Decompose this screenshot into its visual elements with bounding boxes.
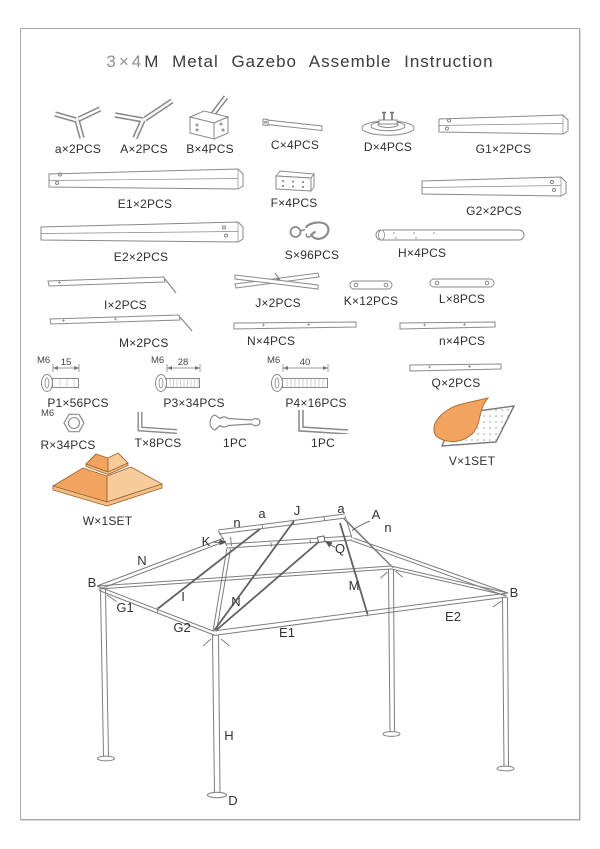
part-G2 bbox=[418, 172, 570, 219]
part-A bbox=[112, 96, 176, 157]
part-P1 bbox=[36, 354, 120, 411]
part-Q bbox=[408, 362, 504, 391]
part-M bbox=[46, 312, 196, 351]
beam-icon bbox=[418, 172, 570, 202]
corner-bracket-icon bbox=[182, 94, 238, 140]
part-C bbox=[260, 114, 330, 153]
y-connector-small-icon bbox=[48, 102, 108, 140]
part-S bbox=[286, 214, 338, 263]
part-label: G1×2PCS bbox=[475, 142, 532, 156]
label-n-rafter: N bbox=[231, 594, 241, 609]
part-label: F×4PCS bbox=[270, 196, 318, 210]
l-key-small-icon bbox=[132, 408, 184, 434]
bolt-spec: M6 bbox=[267, 355, 281, 366]
label-d: D bbox=[228, 793, 238, 808]
part-D bbox=[358, 108, 418, 155]
flat-bar-icon bbox=[408, 362, 504, 374]
label-a-left: a bbox=[258, 506, 266, 521]
part-label: L×8PCS bbox=[438, 292, 486, 306]
hex-key-icon bbox=[294, 406, 352, 434]
tool-label: 1PC bbox=[223, 436, 247, 450]
q-arrow bbox=[326, 542, 336, 548]
q-bracket bbox=[318, 536, 326, 543]
part-T bbox=[132, 408, 184, 451]
part-label: E1×2PCS bbox=[117, 197, 173, 211]
part-R bbox=[40, 406, 96, 453]
label-j: J bbox=[293, 503, 301, 518]
short-rod-icon bbox=[260, 114, 330, 136]
part-label: C×4PCS bbox=[270, 138, 320, 152]
part-label: J×2PCS bbox=[255, 296, 301, 310]
bolt-dim: 40 bbox=[299, 357, 311, 368]
part-P3 bbox=[150, 354, 238, 411]
page-title bbox=[0, 52, 600, 72]
title-size: 3×4 bbox=[106, 52, 145, 71]
part-E1 bbox=[44, 165, 246, 212]
label-h: H bbox=[224, 728, 234, 743]
label-e1: E1 bbox=[279, 625, 295, 640]
wrench-icon bbox=[208, 412, 262, 434]
flat-bar-icon bbox=[398, 320, 498, 332]
cross-bars-icon bbox=[232, 268, 324, 294]
part-label: T×8PCS bbox=[134, 436, 182, 450]
label-n-right: n bbox=[384, 520, 392, 535]
diagram-labels bbox=[88, 501, 519, 808]
part-label: V×1SET bbox=[448, 454, 496, 468]
label-e2: E2 bbox=[445, 609, 461, 624]
beam-icon bbox=[36, 218, 246, 248]
part-label: G2×2PCS bbox=[466, 204, 522, 218]
label-i: I bbox=[181, 589, 185, 604]
plate-icon bbox=[272, 168, 316, 194]
flat-bar-icon bbox=[232, 320, 358, 332]
nut-icon bbox=[40, 406, 96, 436]
label-A: A bbox=[371, 507, 381, 522]
part-label: S×96PCS bbox=[284, 248, 340, 262]
part-P4 bbox=[266, 354, 366, 411]
part-n bbox=[398, 320, 498, 349]
strap-long-icon bbox=[428, 276, 496, 290]
label-b-left: B bbox=[87, 575, 97, 590]
beam-icon bbox=[44, 165, 246, 195]
part-label: I×2PCS bbox=[104, 298, 147, 312]
strap-short-icon bbox=[348, 278, 394, 292]
part-E2 bbox=[36, 218, 246, 265]
part-K bbox=[343, 278, 399, 309]
part-label: P1×56PCS bbox=[47, 396, 109, 410]
label-b-right: B bbox=[509, 585, 519, 600]
flat-bar-angled-icon bbox=[46, 312, 196, 334]
part-label: P3×34PCS bbox=[163, 396, 225, 410]
label-a-right: a bbox=[337, 501, 345, 516]
nut-spec: M6 bbox=[41, 408, 55, 419]
part-G1 bbox=[435, 110, 572, 157]
bolt-spec: M6 bbox=[151, 355, 165, 366]
part-a bbox=[48, 102, 108, 157]
part-L bbox=[428, 276, 496, 307]
beam-icon bbox=[435, 110, 572, 140]
label-n-hip: N bbox=[137, 553, 147, 568]
part-label: W×1SET bbox=[82, 514, 133, 528]
bolt-dim: 15 bbox=[60, 357, 72, 368]
title-text: M Metal Gazebo Assemble Instruction bbox=[144, 52, 494, 71]
tool-wrench bbox=[208, 412, 262, 451]
bolt-spec: M6 bbox=[37, 355, 51, 366]
bolt-icon bbox=[36, 354, 120, 394]
part-label: D×4PCS bbox=[363, 140, 413, 154]
pole-icon bbox=[372, 226, 530, 244]
part-J bbox=[232, 268, 324, 311]
part-label: P4×16PCS bbox=[285, 396, 347, 410]
base-plate-icon bbox=[358, 108, 418, 138]
label-g1: G1 bbox=[116, 600, 134, 615]
tool-label: 1PC bbox=[311, 436, 335, 450]
part-B bbox=[182, 94, 238, 157]
bolt-dim: 28 bbox=[177, 357, 189, 368]
label-n-left: n bbox=[233, 515, 241, 530]
part-label: a×2PCS bbox=[54, 142, 102, 156]
a-leader-line bbox=[352, 521, 370, 531]
label-m: M bbox=[348, 578, 360, 593]
part-I bbox=[44, 274, 182, 313]
part-label: Q×2PCS bbox=[431, 376, 481, 390]
part-label: E2×2PCS bbox=[113, 250, 169, 264]
flat-bar-angled-icon bbox=[44, 274, 182, 296]
label-k: K bbox=[201, 534, 211, 549]
part-N bbox=[232, 320, 358, 349]
part-label: R×34PCS bbox=[40, 438, 96, 452]
part-F bbox=[272, 168, 316, 211]
part-label: M×2PCS bbox=[119, 336, 169, 350]
label-q: Q bbox=[334, 541, 346, 556]
tool-hex-key bbox=[294, 406, 352, 451]
gazebo-assembly-diagram bbox=[40, 498, 560, 828]
part-label: n×4PCS bbox=[439, 334, 486, 348]
bolt-icon bbox=[266, 354, 366, 394]
fabric-set-icon bbox=[422, 396, 522, 452]
label-g2: G2 bbox=[173, 620, 191, 635]
part-label: B×4PCS bbox=[186, 142, 234, 156]
part-label: H×4PCS bbox=[398, 246, 447, 260]
part-label: A×2PCS bbox=[120, 142, 168, 156]
part-label: K×12PCS bbox=[343, 294, 399, 308]
hook-clip-icon bbox=[286, 214, 338, 246]
part-V bbox=[422, 396, 522, 469]
part-H bbox=[372, 226, 530, 261]
y-connector-large-icon bbox=[112, 96, 176, 140]
foot-plates bbox=[98, 732, 515, 798]
bolt-icon bbox=[150, 354, 238, 394]
part-label: N×4PCS bbox=[247, 334, 296, 348]
